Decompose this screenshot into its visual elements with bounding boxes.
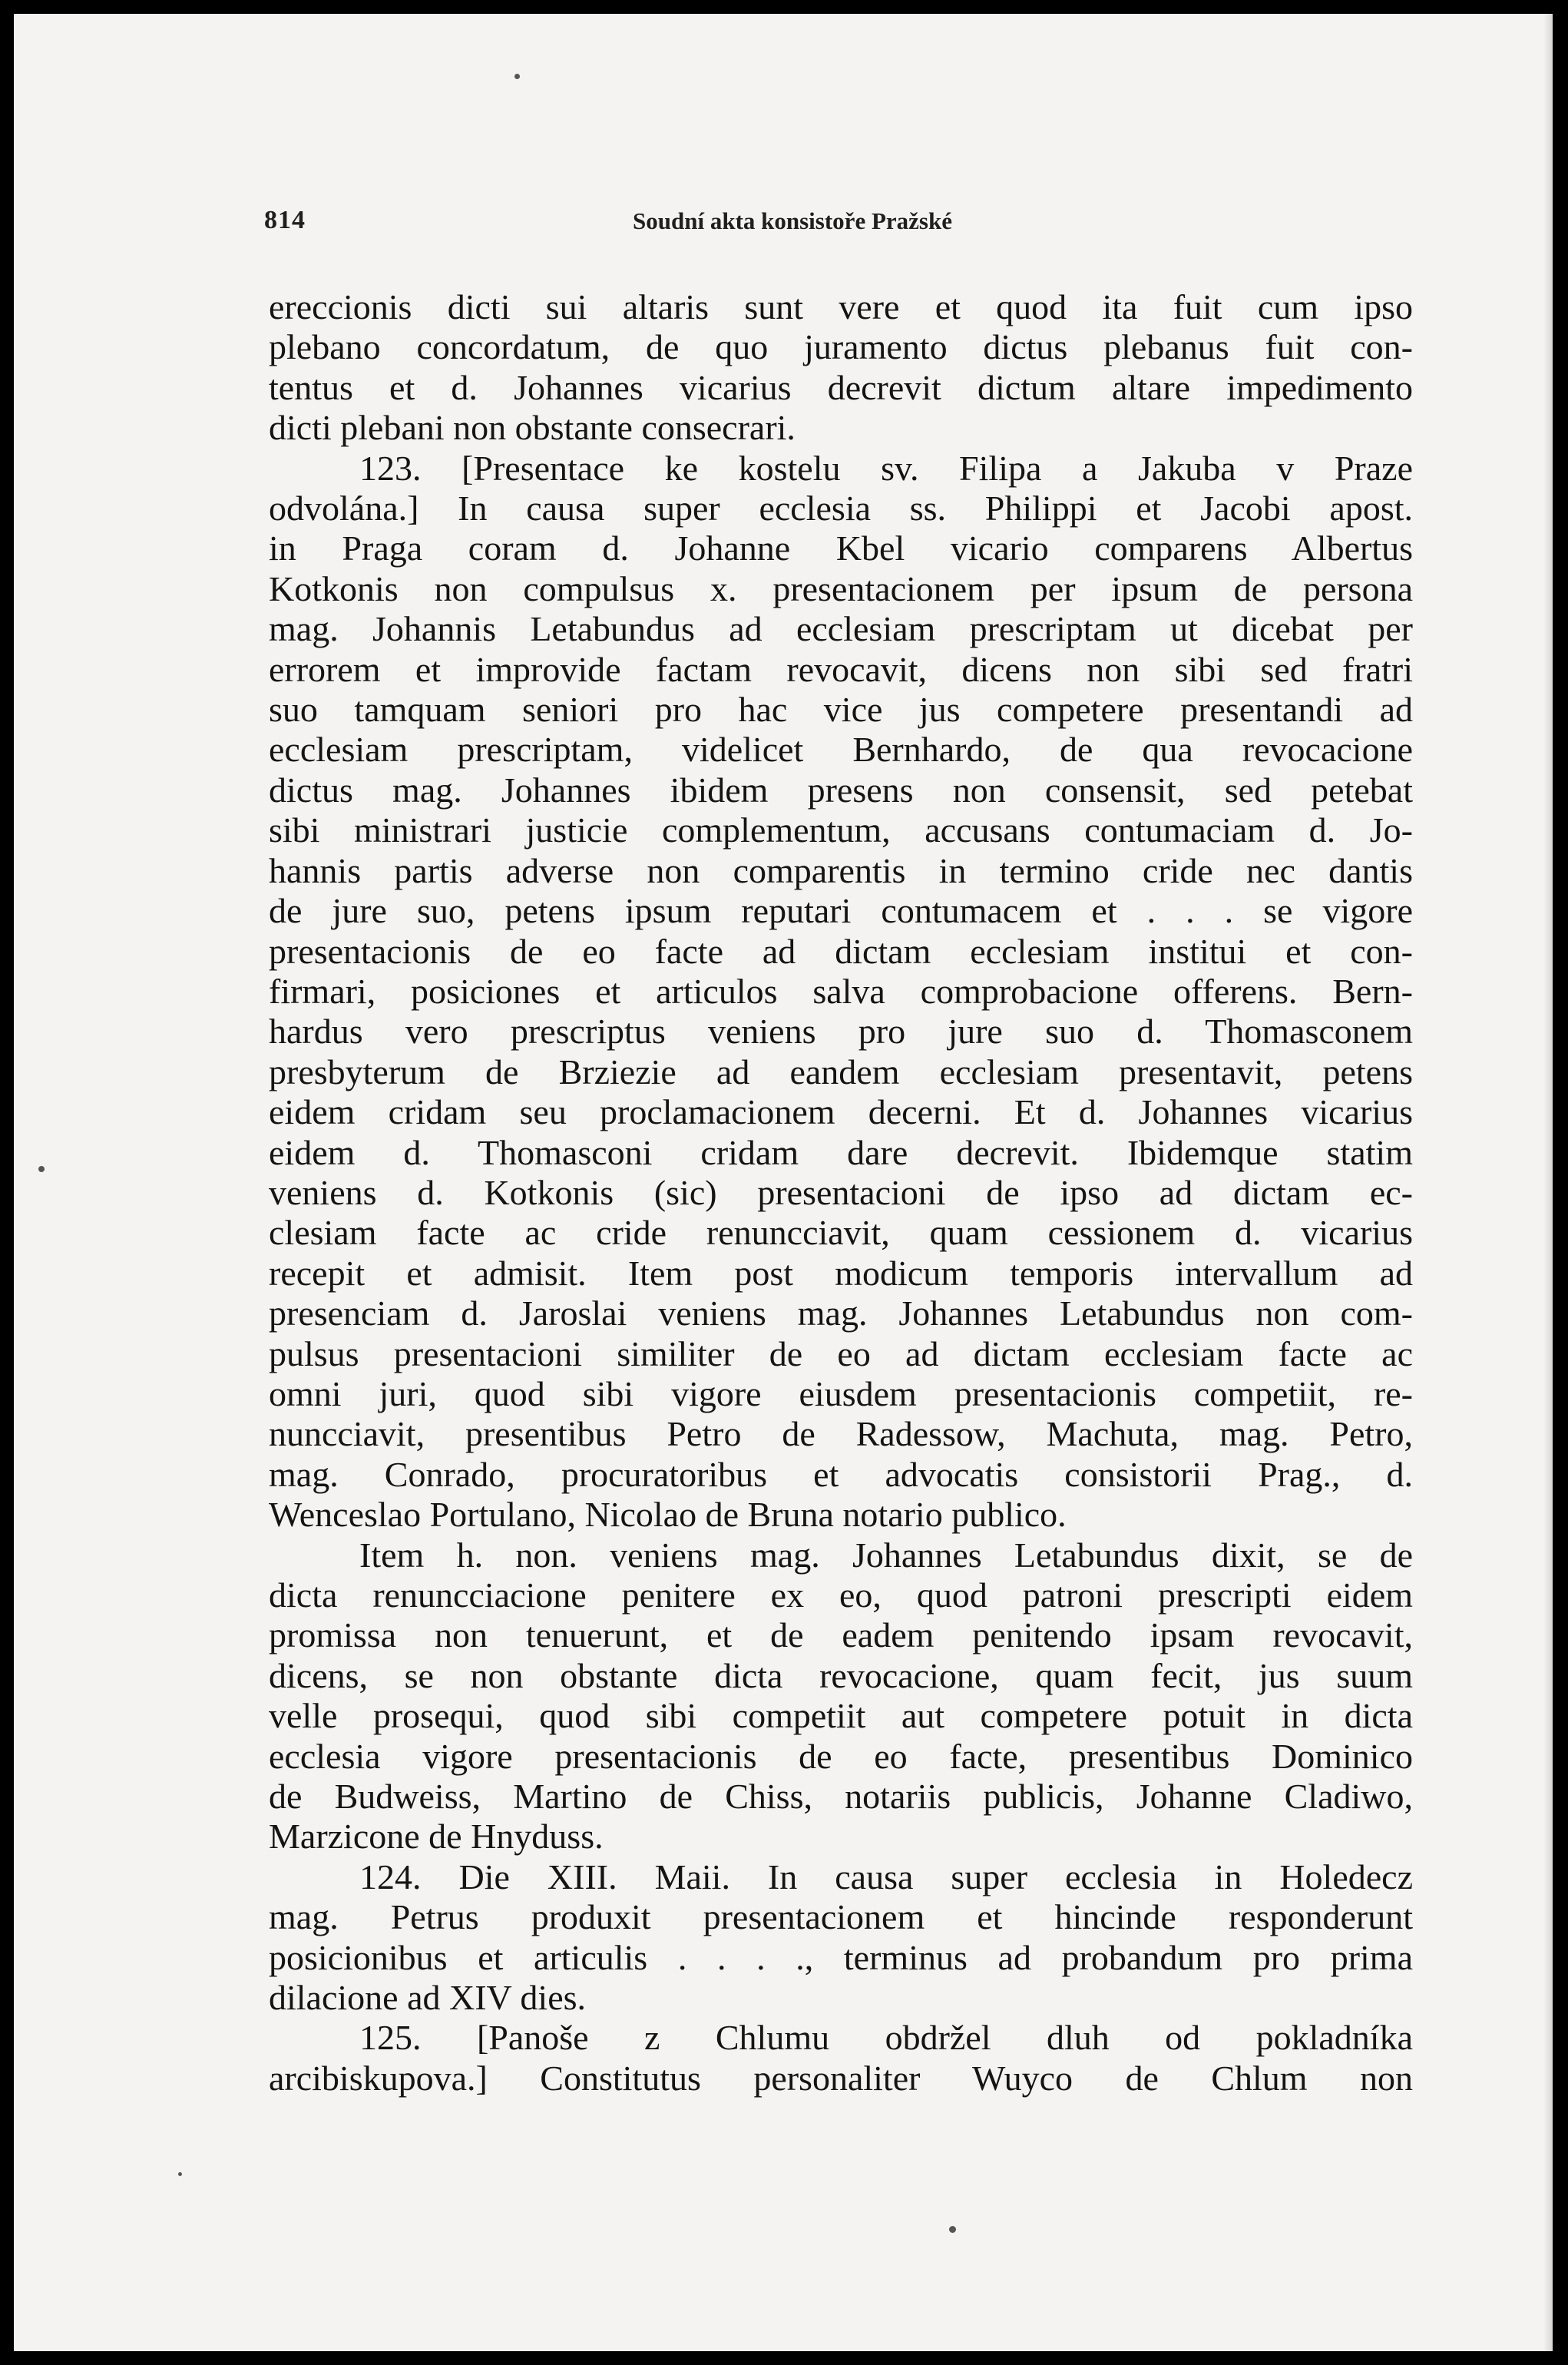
text-line: suo tamquam seniori pro hac vice jus competere presentandi ad <box>269 690 1413 730</box>
text-line: hardus vero prescriptus veniens pro jure suo d. Thomasconem <box>269 1012 1413 1052</box>
text-line: ecclesiam prescriptam, videlicet Bernhardo, de qua revocacione <box>269 730 1413 770</box>
text-line: presbyterum de Brziezie ad eandem ecclesiam presentavit, petens <box>269 1052 1413 1091</box>
text-line: plebano concordatum, de quo juramento dictus plebanus fuit con- <box>269 327 1413 367</box>
text-line: 123. [Presentace ke kostelu sv. Filipa a Jakuba v Praze <box>359 448 1413 488</box>
text-line: dicta renuncciacione penitere ex eo, quod patroni prescripti eidem <box>269 1575 1413 1615</box>
text-line: Marzicone de Hnyduss. <box>269 1817 604 1857</box>
text-line: recepit et admisit. Item post modicum temporis intervallum ad <box>269 1253 1413 1293</box>
text-line: hannis partis adverse non comparentis in termino cride nec dantis <box>269 850 1413 890</box>
text-line: velle prosequi, quod sibi competiit aut competere potuit in dicta <box>269 1696 1413 1736</box>
print-speck <box>514 74 520 79</box>
text-line: de jure suo, petens ipsum reputari contumacem et . . . se vigore <box>269 891 1413 931</box>
print-speck <box>178 2172 182 2176</box>
text-line: dicti plebani non obstante consecrari. <box>269 408 796 448</box>
text-line: firmari, posiciones et articulos salva comprobacione offerens. Bern- <box>269 971 1413 1011</box>
text-line: de Budweiss, Martino de Chiss, notariis publicis, Johanne Cladiwo, <box>269 1777 1413 1817</box>
running-title: Soudní akta konsistoře Pražské <box>633 207 952 234</box>
text-line: eidem cridam seu proclamacionem decerni. Et d. Johannes vicarius <box>269 1092 1413 1132</box>
text-line: errorem et improvide factam revocavit, dicens non sibi sed fratri <box>269 649 1413 689</box>
text-line: Wenceslao Portulano, Nicolao de Bruna notario publico. <box>269 1495 1067 1535</box>
text-line: pulsus presentacioni similiter de eo ad dictam ecclesiam facte ac <box>269 1333 1413 1373</box>
text-line: presenciam d. Jaroslai veniens mag. Johannes Letabundus non com- <box>269 1293 1413 1333</box>
text-line: mag. Johannis Letabundus ad ecclesiam prescriptam ut dicebat per <box>269 609 1413 649</box>
text-line: Item h. non. veniens mag. Johannes Letabundus dixit, se de <box>359 1535 1413 1575</box>
text-line: clesiam facte ac cride renuncciavit, quam cessionem d. vicarius <box>269 1213 1413 1253</box>
text-line: 124. Die XIII. Maii. In causa super ecclesia in Holedecz <box>359 1857 1413 1896</box>
text-line: mag. Petrus produxit presentacionem et hincinde responderunt <box>269 1897 1413 1937</box>
text-line: posicionibus et articulis . . . ., terminus ad probandum pro prima <box>269 1937 1413 1977</box>
text-line: nuncciavit, presentibus Petro de Radessow, Machuta, mag. Petro, <box>269 1414 1413 1454</box>
text-line: omni juri, quod sibi vigore eiusdem presentacionis competiit, re- <box>269 1373 1413 1413</box>
text-line: dilacione ad XIV dies. <box>269 1978 587 2018</box>
page-number: 814 <box>264 206 306 234</box>
text-line: Kotkonis non compulsus x. presentacionem per ipsum de persona <box>269 568 1413 608</box>
text-line: 125. [Panoše z Chlumu obdržel dluh od pokladníka <box>359 2018 1413 2058</box>
text-line: promissa non tenuerunt, et de eadem penitendo ipsam revocavit, <box>269 1615 1413 1655</box>
text-line: in Praga coram d. Johanne Kbel vicario comparens Albertus <box>269 528 1413 568</box>
text-line: sibi ministrari justicie complementum, accusans contumaciam d. Jo- <box>269 810 1413 850</box>
text-line: dictus mag. Johannes ibidem presens non consensit, sed petebat <box>269 770 1413 810</box>
text-line: dicens, se non obstante dicta revocacione, quam fecit, jus suum <box>269 1655 1413 1695</box>
print-speck <box>949 2226 956 2233</box>
page-header <box>264 206 1419 252</box>
text-line: eidem d. Thomasconi cridam dare decrevit. Ibidemque statim <box>269 1132 1413 1172</box>
text-line: presentacionis de eo facte ad dictam ecclesiam institui et con- <box>269 931 1413 971</box>
text-line: ereccionis dicti sui altaris sunt vere et quod ita fuit cum ipso <box>269 287 1413 326</box>
text-line: tentus et d. Johannes vicarius decrevit dictum altare impedimento <box>269 367 1413 407</box>
text-line: veniens d. Kotkonis (sic) presentacioni de ipso ad dictam ec- <box>269 1172 1413 1212</box>
body-text <box>269 287 1413 2098</box>
text-line: mag. Conrado, procuratoribus et advocatis consistorii Prag., d. <box>269 1454 1413 1494</box>
document-page <box>14 14 1553 2351</box>
page-edge-shadow <box>1543 14 1553 2351</box>
print-speck <box>38 1166 45 1172</box>
text-line: arcibiskupova.] Constitutus personaliter Wuyco de Chlum non <box>269 2058 1413 2098</box>
text-line: ecclesia vigore presentacionis de eo facte, presentibus Dominico <box>269 1736 1413 1776</box>
text-line: odvolána.] In causa super ecclesia ss. Philippi et Jacobi apost. <box>269 489 1413 528</box>
